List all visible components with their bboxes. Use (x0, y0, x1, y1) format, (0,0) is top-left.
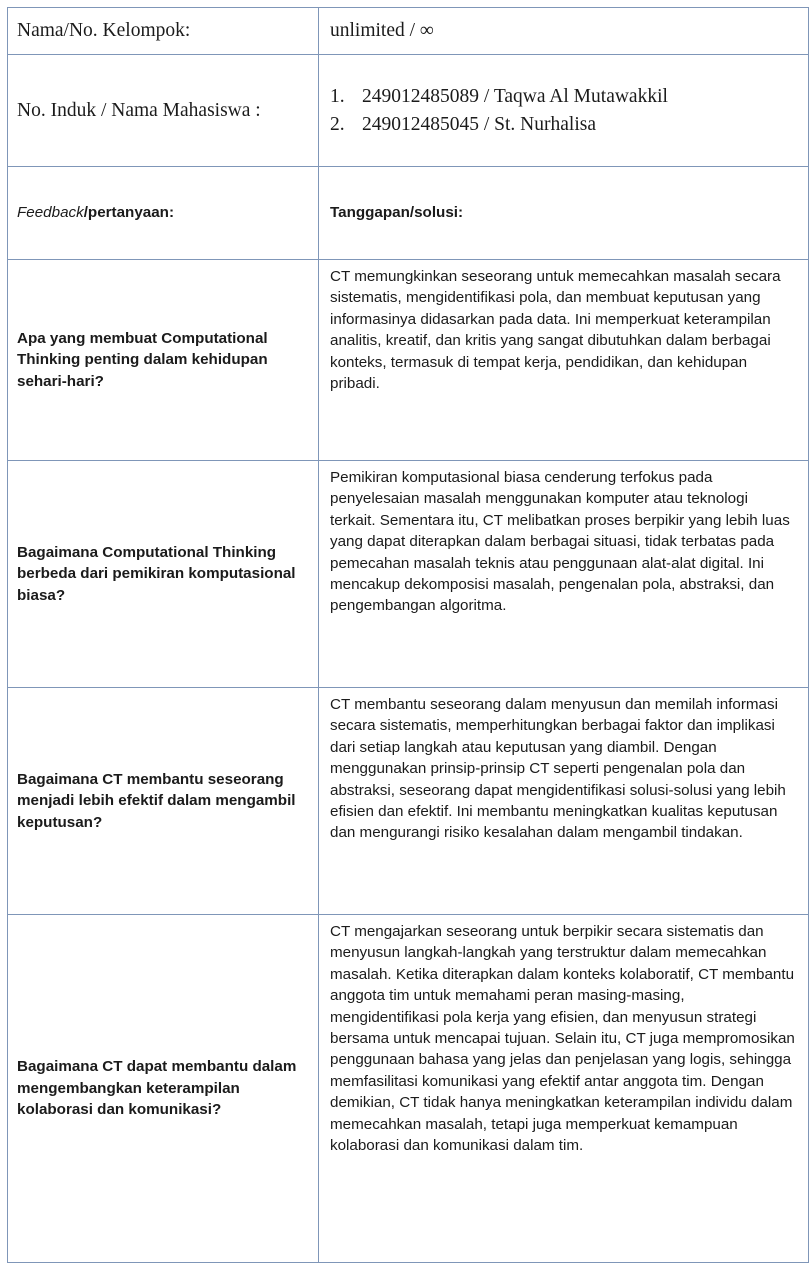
students-row (8, 55, 809, 167)
header-left (8, 167, 319, 260)
student-number: 1. (330, 85, 345, 107)
question-cell: Bagaimana CT membantu seseorang menjadi lebih efektif dalam mengambil keputusan? (8, 688, 319, 915)
student-text: 249012485045 / St. Nurhalisa (362, 113, 596, 135)
table-row (8, 688, 809, 915)
student-item (330, 83, 808, 111)
answer-cell: Pemikiran komputasional biasa cenderung terfokus pada penyelesaian masalah menggunakan komputer atau teknologi terkait. Sementara itu, CT melibatkan proses berpikir yang lebih luas yang dapat diterapkan dalam berbagai situasi, tidak terbatas pada pemecahan masalah teknis atau penggunaan alat-alat digital. Ini mencakup dekomposisi masalah, pengenalan pola, abstraksi, dan pengembangan algoritma. (319, 461, 809, 688)
students-label: No. Induk / Nama Mahasiswa : (8, 55, 319, 167)
table-row (8, 461, 809, 688)
group-row (8, 8, 809, 55)
group-value: unlimited / ∞ (319, 8, 809, 55)
student-list (330, 83, 808, 139)
question-cell: Bagaimana Computational Thinking berbeda dari pemikiran komputasional biasa? (8, 461, 319, 688)
header-left-rest: /pertanyaan: (83, 204, 175, 222)
column-header-row (8, 167, 809, 260)
student-item (330, 111, 808, 139)
question-cell: Bagaimana CT dapat membantu dalam mengembangkan keterampilan kolaborasi dan komunikasi? (8, 915, 319, 1263)
table-row (8, 915, 809, 1263)
answer-cell: CT membantu seseorang dalam menyusun dan memilah informasi secara sistematis, memperhitungkan berbagai faktor dan implikasi dari setiap langkah atau keputusan yang diambil. Dengan menggunakan prinsip-prinsip CT seperti pengenalan pola dan abstraksi, seseorang dapat mengidentifikasi solusi-solusi yang lebih efisien dan efektif. Ini membantu meningkatkan kualitas keputusan dan mengurangi risiko kesalahan dalam mengambil tindakan. (319, 688, 809, 915)
student-number: 2. (330, 113, 345, 135)
answer-cell: CT mengajarkan seseorang untuk berpikir secara sistematis dan menyusun langkah-langkah yang terstruktur dalam memecahkan masalah. Ketika diterapkan dalam konteks kolaboratif, CT membantu anggota tim untuk memahami peran masing-masing, mengidentifikasi pola kerja yang efisien, dan menyusun strategi bersama untuk mencapai tujuan. Selain itu, CT juga mempromosikan penggunaan bahasa yang jelas dan penjelasan yang logis, sehingga memfasilitasi komunikasi yang efektif antar anggota tim. Dengan demikian, CT tidak hanya meningkatkan keterampilan individu dalam memecahkan masalah, tetapi juga memperkuat kemampuan kolaborasi dan komunikasi dalam tim. (319, 915, 809, 1263)
answer-cell: CT memungkinkan seseorang untuk memecahkan masalah secara sistematis, mengidentifikasi pola, dan membuat keputusan yang informasinya didasarkan pada data. Ini memperkuat keterampilan analitis, kreatif, dan kritis yang sangat dibutuhkan dalam berbagai konteks, termasuk di tempat kerja, pendidikan, dan kehidupan pribadi. (319, 260, 809, 461)
question-cell: Apa yang membuat Computational Thinking penting dalam kehidupan sehari-hari? (8, 260, 319, 461)
header-left-italic: Feedback (17, 204, 84, 222)
student-text: 249012485089 / Taqwa Al Mutawakkil (362, 85, 668, 107)
group-label: Nama/No. Kelompok: (8, 8, 319, 55)
students-cell (319, 55, 809, 167)
table-row (8, 260, 809, 461)
feedback-table (7, 7, 809, 1263)
header-right: Tanggapan/solusi: (319, 167, 809, 260)
